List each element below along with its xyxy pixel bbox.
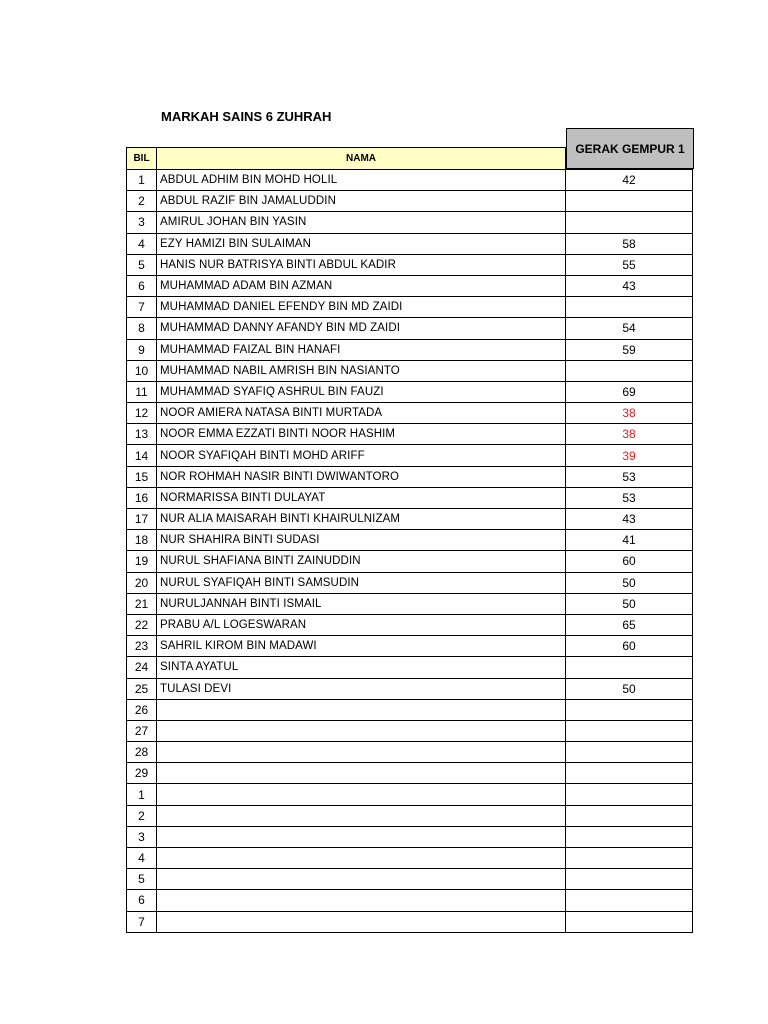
student-name-cell xyxy=(157,784,566,805)
score-cell xyxy=(566,297,693,318)
student-name-cell xyxy=(157,742,566,763)
score-column-header-label: GERAK GEMPUR 1 xyxy=(575,141,685,156)
score-cell xyxy=(566,657,693,678)
row-number-cell: 16 xyxy=(127,487,157,508)
score-cell xyxy=(566,360,693,381)
row-number-cell: 29 xyxy=(127,763,157,784)
student-name-cell: NOOR EMMA EZZATI BINTI NOOR HASHIM xyxy=(157,424,566,445)
table-row xyxy=(127,445,693,466)
table-row xyxy=(127,233,693,254)
row-number-cell: 6 xyxy=(127,275,157,296)
row-number-cell: 17 xyxy=(127,509,157,530)
score-cell: 38 xyxy=(566,403,693,424)
student-name-cell: PRABU A/L LOGESWARAN xyxy=(157,614,566,635)
table-row xyxy=(127,869,693,890)
student-name-cell: NUR ALIA MAISARAH BINTI KHAIRULNIZAM xyxy=(157,509,566,530)
row-number-cell: 26 xyxy=(127,699,157,720)
score-cell: 60 xyxy=(566,636,693,657)
student-name-cell: NURUL SHAFIANA BINTI ZAINUDDIN xyxy=(157,551,566,572)
student-name-cell xyxy=(157,805,566,826)
score-cell: 65 xyxy=(566,614,693,635)
row-number-cell: 3 xyxy=(127,212,157,233)
score-cell: 38 xyxy=(566,424,693,445)
table-row xyxy=(127,487,693,508)
student-name-cell: MUHAMMAD NABIL AMRISH BIN NASIANTO xyxy=(157,360,566,381)
row-number-cell: 5 xyxy=(127,254,157,275)
row-number-cell: 1 xyxy=(127,170,157,191)
bil-column-header: BIL xyxy=(127,148,157,170)
score-cell: 42 xyxy=(566,170,693,191)
student-name-cell: MUHAMMAD DANNY AFANDY BIN MD ZAIDI xyxy=(157,318,566,339)
table-row xyxy=(127,191,693,212)
table-row xyxy=(127,572,693,593)
row-number-cell: 4 xyxy=(127,848,157,869)
student-name-cell: ABDUL RAZIF BIN JAMALUDDIN xyxy=(157,191,566,212)
student-name-cell: HANIS NUR BATRISYA BINTI ABDUL KADIR xyxy=(157,254,566,275)
score-cell: 41 xyxy=(566,530,693,551)
student-name-cell: TULASI DEVI xyxy=(157,678,566,699)
score-cell: 50 xyxy=(566,678,693,699)
row-number-cell: 4 xyxy=(127,233,157,254)
score-cell: 50 xyxy=(566,593,693,614)
student-name-cell: NURULJANNAH BINTI ISMAIL xyxy=(157,593,566,614)
row-number-cell: 6 xyxy=(127,890,157,911)
row-number-cell: 23 xyxy=(127,636,157,657)
row-number-cell: 3 xyxy=(127,826,157,847)
row-number-cell: 10 xyxy=(127,360,157,381)
score-cell xyxy=(566,212,693,233)
table-row xyxy=(127,424,693,445)
student-name-cell xyxy=(157,763,566,784)
score-cell xyxy=(566,720,693,741)
table-row xyxy=(127,381,693,402)
row-number-cell: 15 xyxy=(127,466,157,487)
score-cell xyxy=(566,826,693,847)
row-number-cell: 12 xyxy=(127,403,157,424)
student-name-cell: MUHAMMAD DANIEL EFENDY BIN MD ZAIDI xyxy=(157,297,566,318)
score-cell xyxy=(566,805,693,826)
row-number-cell: 13 xyxy=(127,424,157,445)
row-number-cell: 14 xyxy=(127,445,157,466)
score-cell: 43 xyxy=(566,509,693,530)
row-number-cell: 8 xyxy=(127,318,157,339)
score-cell: 58 xyxy=(566,233,693,254)
score-cell xyxy=(566,911,693,932)
table-row xyxy=(127,742,693,763)
score-cell: 39 xyxy=(566,445,693,466)
student-name-cell: EZY HAMIZI BIN SULAIMAN xyxy=(157,233,566,254)
student-name-cell: NOOR AMIERA NATASA BINTI MURTADA xyxy=(157,403,566,424)
student-name-cell xyxy=(157,890,566,911)
row-number-cell: 5 xyxy=(127,869,157,890)
table-row xyxy=(127,614,693,635)
table-row xyxy=(127,254,693,275)
score-cell: 59 xyxy=(566,339,693,360)
marks-table xyxy=(126,147,693,933)
row-number-cell: 25 xyxy=(127,678,157,699)
row-number-cell: 7 xyxy=(127,911,157,932)
table-row xyxy=(127,275,693,296)
student-name-cell: MUHAMMAD SYAFIQ ASHRUL BIN FAUZI xyxy=(157,381,566,402)
score-cell xyxy=(566,890,693,911)
table-body xyxy=(127,170,693,933)
table-row xyxy=(127,530,693,551)
table-row xyxy=(127,339,693,360)
row-number-cell: 19 xyxy=(127,551,157,572)
student-name-cell: SINTA AYATUL xyxy=(157,657,566,678)
score-cell xyxy=(566,191,693,212)
row-number-cell: 1 xyxy=(127,784,157,805)
table-row xyxy=(127,911,693,932)
page-title: MARKAH SAINS 6 ZUHRAH xyxy=(161,109,332,124)
row-number-cell: 7 xyxy=(127,297,157,318)
table-row xyxy=(127,212,693,233)
student-name-cell: MUHAMMAD FAIZAL BIN HANAFI xyxy=(157,339,566,360)
score-cell xyxy=(566,784,693,805)
score-cell: 55 xyxy=(566,254,693,275)
row-number-cell: 20 xyxy=(127,572,157,593)
row-number-cell: 9 xyxy=(127,339,157,360)
score-header-spacer xyxy=(566,148,693,170)
row-number-cell: 18 xyxy=(127,530,157,551)
row-number-cell: 2 xyxy=(127,805,157,826)
table-row xyxy=(127,784,693,805)
student-name-cell xyxy=(157,848,566,869)
table-row xyxy=(127,890,693,911)
student-name-cell xyxy=(157,826,566,847)
student-name-cell: ABDUL ADHIM BIN MOHD HOLIL xyxy=(157,170,566,191)
row-number-cell: 28 xyxy=(127,742,157,763)
score-cell: 69 xyxy=(566,381,693,402)
table-row xyxy=(127,360,693,381)
score-cell xyxy=(566,763,693,784)
student-name-cell: NOOR SYAFIQAH BINTI MOHD ARIFF xyxy=(157,445,566,466)
table-row xyxy=(127,826,693,847)
row-number-cell: 21 xyxy=(127,593,157,614)
table-row xyxy=(127,466,693,487)
table-row xyxy=(127,593,693,614)
score-cell xyxy=(566,869,693,890)
student-name-cell: AMIRUL JOHAN BIN YASIN xyxy=(157,212,566,233)
nama-column-header: NAMA xyxy=(157,148,566,170)
row-number-cell: 22 xyxy=(127,614,157,635)
score-cell: 54 xyxy=(566,318,693,339)
row-number-cell: 27 xyxy=(127,720,157,741)
score-cell xyxy=(566,742,693,763)
student-name-cell: MUHAMMAD ADAM BIN AZMAN xyxy=(157,275,566,296)
table-row xyxy=(127,699,693,720)
student-name-cell: NOR ROHMAH NASIR BINTI DWIWANTORO xyxy=(157,466,566,487)
row-number-cell: 24 xyxy=(127,657,157,678)
table-row xyxy=(127,551,693,572)
table-row xyxy=(127,509,693,530)
table-row xyxy=(127,678,693,699)
student-name-cell: NUR SHAHIRA BINTI SUDASI xyxy=(157,530,566,551)
row-number-cell: 11 xyxy=(127,381,157,402)
table-row xyxy=(127,763,693,784)
student-name-cell xyxy=(157,699,566,720)
row-number-cell: 2 xyxy=(127,191,157,212)
table-row xyxy=(127,636,693,657)
student-name-cell xyxy=(157,720,566,741)
table-row xyxy=(127,720,693,741)
table-row xyxy=(127,318,693,339)
student-name-cell: NURUL SYAFIQAH BINTI SAMSUDIN xyxy=(157,572,566,593)
table-row xyxy=(127,297,693,318)
table-row xyxy=(127,848,693,869)
score-cell: 50 xyxy=(566,572,693,593)
score-cell: 53 xyxy=(566,487,693,508)
student-name-cell xyxy=(157,911,566,932)
student-name-cell: NORMARISSA BINTI DULAYAT xyxy=(157,487,566,508)
score-cell xyxy=(566,699,693,720)
score-cell: 53 xyxy=(566,466,693,487)
table-row xyxy=(127,403,693,424)
student-name-cell: SAHRIL KIROM BIN MADAWI xyxy=(157,636,566,657)
table-row xyxy=(127,805,693,826)
score-cell: 60 xyxy=(566,551,693,572)
score-cell xyxy=(566,848,693,869)
table-row xyxy=(127,170,693,191)
table-header-row xyxy=(127,148,693,170)
score-cell: 43 xyxy=(566,275,693,296)
student-name-cell xyxy=(157,869,566,890)
table-row xyxy=(127,657,693,678)
